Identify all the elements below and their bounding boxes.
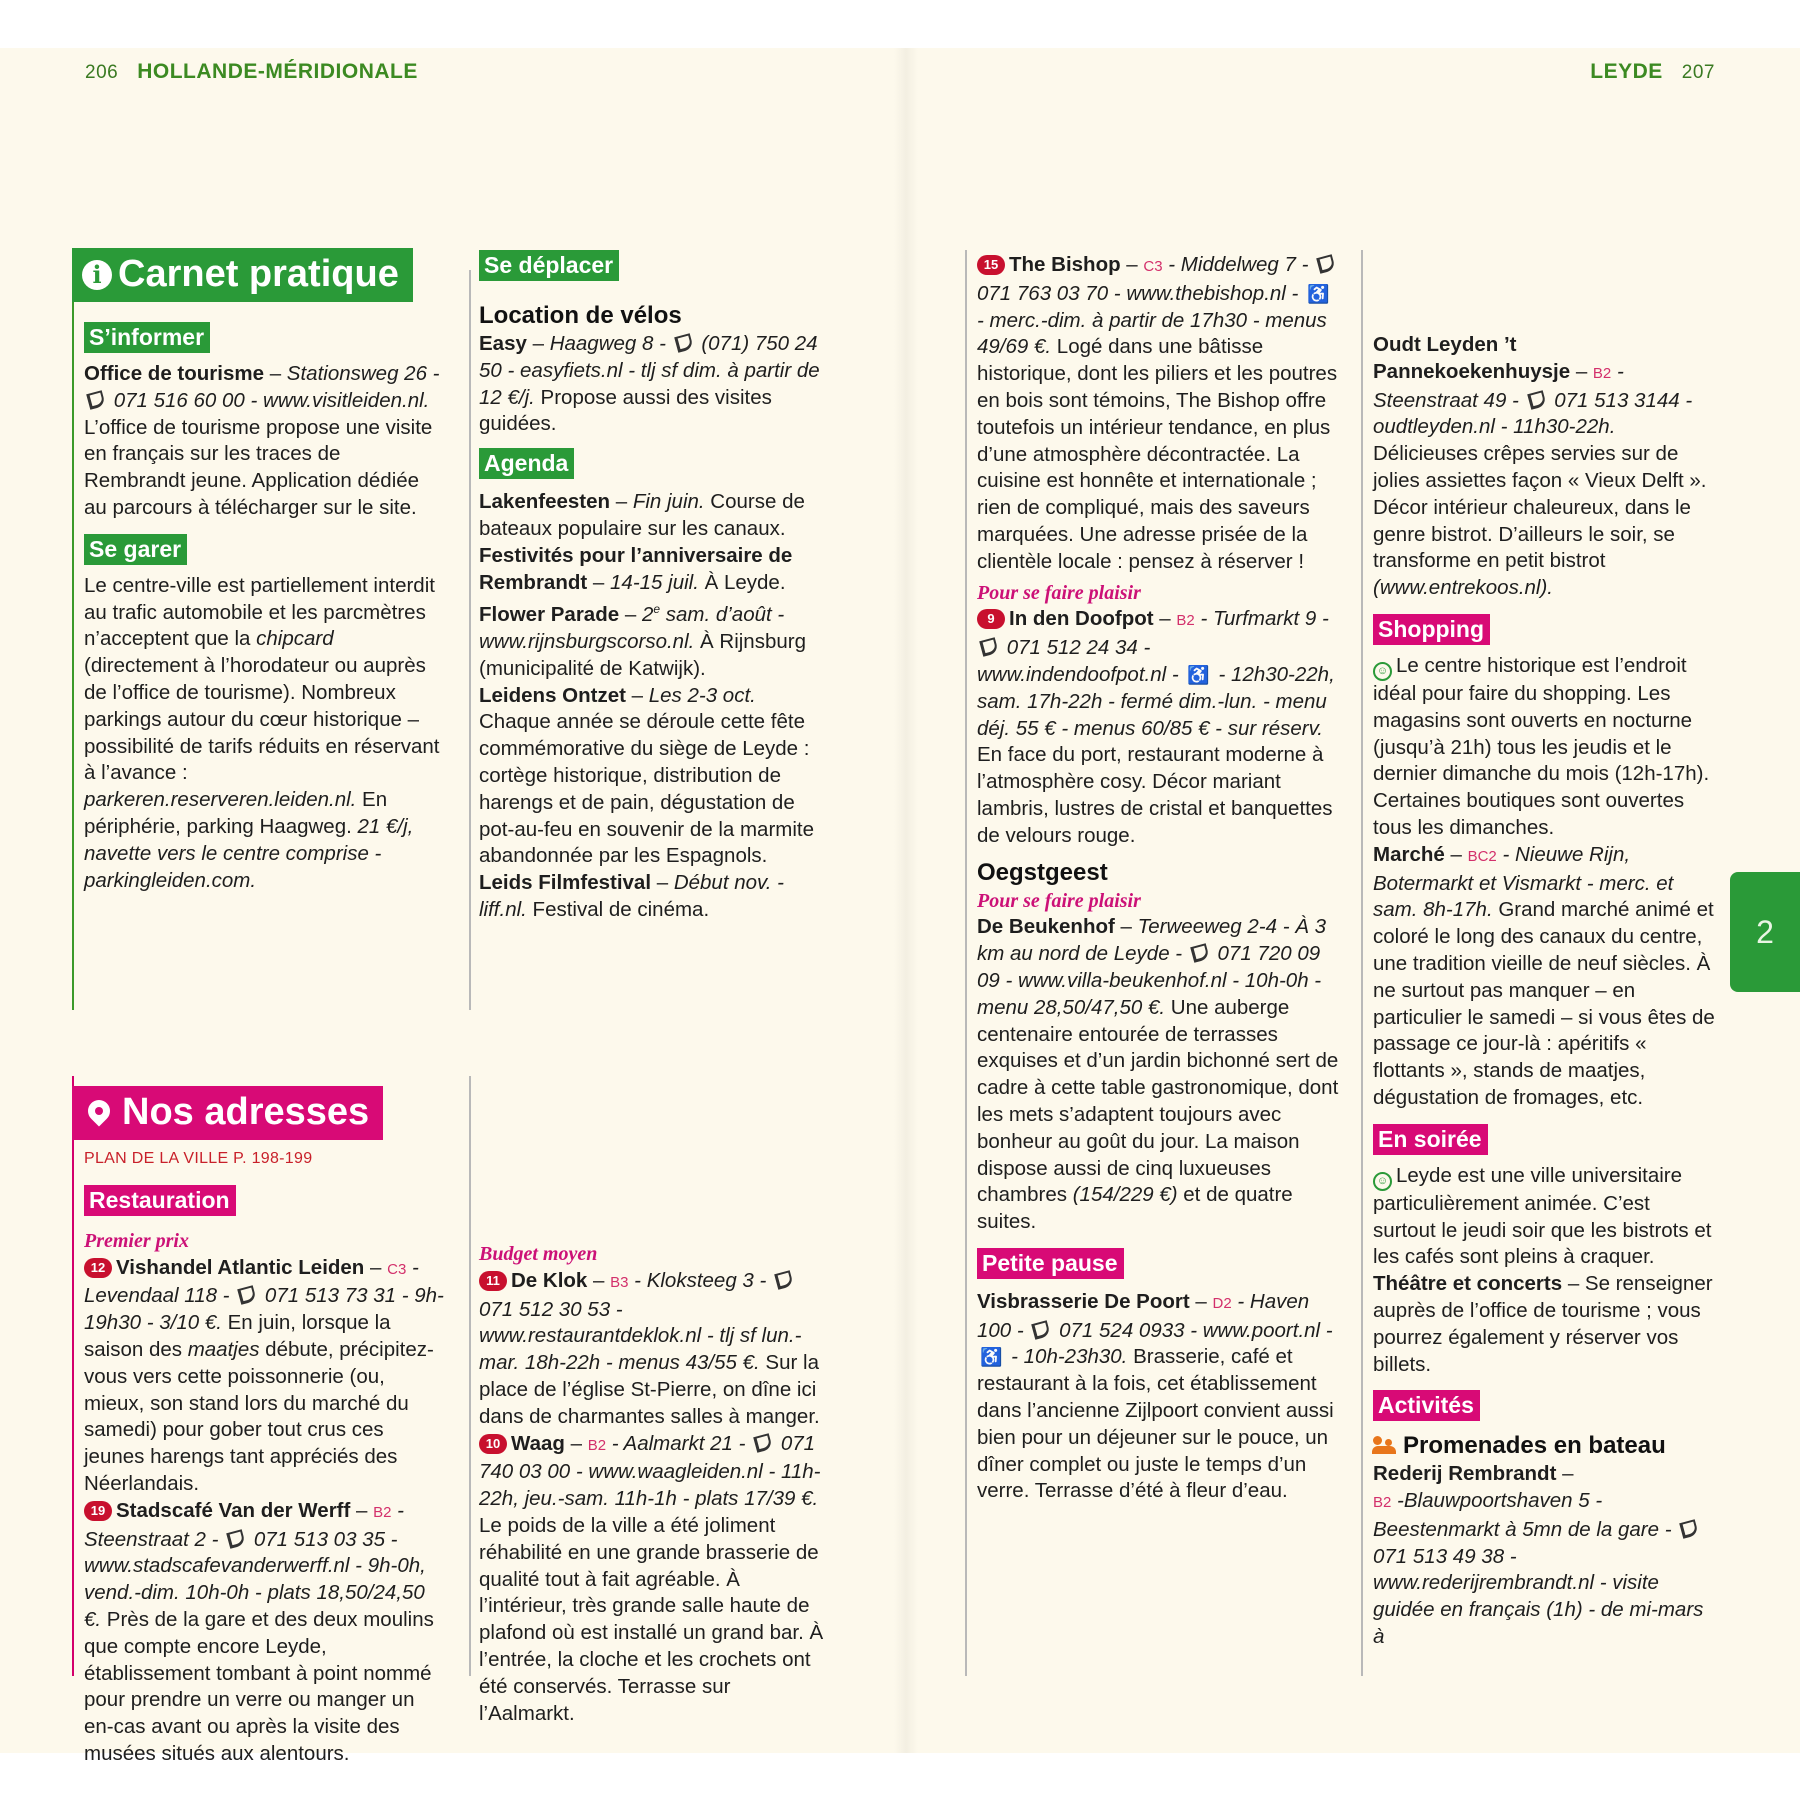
chapter-tab: 2 — [1730, 872, 1800, 992]
page-number-right: 207 — [1681, 62, 1715, 83]
phone-icon — [1527, 390, 1547, 410]
column-rule — [1361, 250, 1363, 1676]
phone-icon — [226, 1529, 246, 1549]
label-restauration: Restauration — [84, 1185, 236, 1216]
label-agenda: Agenda — [479, 448, 574, 479]
column-2-top — [479, 250, 831, 924]
restaurant-entry: 15 The Bishop – C3 - Middelweg 7 - 071 763 03 70 - www.thebishop.nl - ♿ - merc.-dim. à partir de 17h30 - menus 49/69 €. Logé dans une bâtisse historique, dont les piliers et les poutres en bois sont témoins, The Bishop offre toutefois un intérieur tendance, en plus d’une atmosphère décontractée. La cuisine est honnête et internationale ; rien de compliqué, mais des saveurs marquées. Une adresse prisée de la clientèle locale : pensez à réserver ! — [977, 253, 1338, 573]
phone-icon — [1316, 254, 1336, 274]
section-title-left: HOLLANDE-MÉRIDIONALE — [137, 60, 418, 83]
phone-icon — [237, 1286, 257, 1306]
label-activites: Activités — [1373, 1390, 1480, 1421]
budget-moyen-heading: Budget moyen — [479, 1243, 598, 1265]
shopping-text: ☺ Le centre historique est l’endroit idéal pour faire du shopping. Les magasins sont ouverts en nocturne (jusqu’à 21h) tous les jeudis et le dernier dimanche du mois (12h-17h). Certaines boutiques sont ouvertes tous les dimanches. — [1373, 653, 1710, 839]
column-rule — [965, 250, 967, 1676]
phone-icon — [1190, 943, 1210, 963]
agenda-item: Leidens Ontzet – Les 2-3 oct. Chaque année se déroule cette fête commémorative du siège de Leyde : cortège historique, distribution de harengs et de pain, dégustation de pot-au-feu en souvenir de la marmite abandonnée par les Espagnols. — [479, 683, 815, 868]
restaurant-entry: 11 De Klok – B3 - Kloksteeg 3 - 071 512 30 53 - www.restaurantdeklok.nl - tlj sf lun.-mar. 18h-22h - menus 43/55 €. Sur la place de l’église St-Pierre, on dîne ici dans de charmantes salles à manger. — [479, 1268, 820, 1428]
smiley-icon: ☺ — [1373, 662, 1392, 681]
wheelchair-icon: ♿ — [980, 1347, 1003, 1368]
agenda-list — [479, 489, 831, 924]
column-rule — [469, 270, 471, 1010]
label-shopping: Shopping — [1373, 614, 1490, 645]
office-tourisme-entry: Office de tourisme – Stationsweg 26 - 071 516 60 00 - www.visitleiden.nl. L’office de tourisme propose une visite en français sur les traces de Rembrandt jeune. Application dédiée au parcours à télécharger sur le site. — [84, 362, 440, 519]
smiley-icon: ☺ — [1373, 1172, 1392, 1191]
phone-icon — [753, 1433, 773, 1453]
label-sedeplacer: Se déplacer — [479, 250, 619, 281]
plan-reference: PLAN DE LA VILLE P. 198-199 — [84, 1150, 313, 1167]
promenades-heading: Promenades en bateau — [1373, 1431, 1718, 1461]
phone-icon — [86, 390, 106, 410]
label-en-soiree: En soirée — [1373, 1124, 1488, 1155]
label-sinformer: S’informer — [84, 322, 210, 353]
oegstgeest-heading: Oegstgeest — [977, 858, 1108, 886]
restaurant-entry: 12 Vishandel Atlantic Leiden – C3 - Levendaal 118 - 071 513 73 31 - 9h-19h30 - 3/10 €. En juin, lorsque la saison des maatjes débute, précipitez-vous vers cette poissonnerie (ou, mieux, son stand lors du marché du samedi) pour gober tout crus ces jeunes harengs tant appréciés des Néerlandais. — [84, 1255, 444, 1495]
adresses-title: Nos adresses — [72, 1086, 383, 1140]
column-rule — [469, 1076, 471, 1676]
parking-text: Le centre-ville est partiellement interdit au trafic automobile et les parcmètres n’acceptent que la chipcard (directement à l’horodateur ou auprès de l’office de tourisme). Nombreux parkings autour du cœur historique – possibilité de tarifs réduits en réservant à l’avance : parkeren.reserveren.leiden.nl. En périphérie, parking Haagweg. 21 €/j, navette vers le centre comprise - parkingleiden.com. — [84, 573, 440, 892]
wheelchair-icon: ♿ — [1187, 664, 1210, 685]
premier-prix-heading: Premier prix — [84, 1229, 189, 1252]
section-title-right: LEYDE — [1590, 60, 1663, 83]
group-icon — [1373, 1436, 1397, 1454]
column-4 — [1373, 252, 1718, 1651]
faire-plaisir-heading: Pour se faire plaisir — [977, 581, 1141, 604]
wheelchair-icon: ♿ — [1307, 283, 1330, 304]
restaurant-entry: 9 In den Doofpot – B2 - Turfmarkt 9 - 071 512 24 34 - www.indendoofpot.nl - ♿ - 12h30-22h, sam. 17h-22h - fermé dim.-lun. - menu déj. 55 € - menus 60/85 € - sur réserv. En face du port, restaurant moderne à l’atmosphère cosy. Décor mariant lambris, lustres de cristal et banquettes de velours rouge. — [977, 607, 1335, 847]
velos-heading: Location de vélos — [479, 302, 682, 329]
carnet-pratique — [72, 248, 447, 894]
soiree-text: ☺ Leyde est une ville universitaire particulièrement animée. C’est surtout le jeudi soir que les bistrots et les cafés sont pleins à craquer. — [1373, 1163, 1712, 1269]
restaurant-entry: Oudt Leyden ’t Pannekoekenhuysje – B2 - Steenstraat 49 - 071 513 3144 - oudtleyden.nl - 11h30-22h. Délicieuses crêpes servies sur de jolies assiettes façon « Vieux Delft ». Décor intérieur chaleureux, dans le genre bistrot. D’ailleurs le soir, se transforme en petit bistrot (www.entrekoos.nl). — [1373, 333, 1707, 600]
running-header-right — [1590, 60, 1715, 84]
column-2-bottom — [479, 1093, 831, 1727]
faire-plaisir-heading: Pour se faire plaisir — [977, 889, 1141, 912]
rederij-entry: Rederij Rembrandt – B2 -Blauwpoortshaven 5 - Beestenmarkt à 5mn de la gare - 071 513 49 38 - www.rederijrembrandt.nl - visite guidée en français (1h) - de mi-mars à — [1373, 1462, 1704, 1649]
info-icon: i — [82, 260, 112, 290]
running-header-left — [85, 60, 418, 84]
label-segarer: Se garer — [84, 534, 187, 565]
agenda-item: Festivités pour l’anniversaire de Rembrandt – 14-15 juil. À Leyde. — [479, 543, 793, 594]
phone-icon — [979, 637, 999, 657]
phone-icon — [1679, 1519, 1699, 1539]
phone-icon — [674, 333, 694, 353]
phone-icon — [774, 1270, 794, 1290]
restaurant-entry: Visbrasserie De Poort – D2 - Haven 100 - 071 524 0933 - www.poort.nl - ♿ - 10h-23h30. Brasserie, café et restaurant à la fois, cet établissement dans l’ancienne Zijlpoort convient aussi bien pour un déjeuner sur le pouce, un dîner complet ou juste le temps d’un verre. Terrasse d’été à fleur d’eau. — [977, 1289, 1334, 1503]
restaurant-entry: De Beukenhof – Terweeweg 2-4 - À 3 km au nord de Leyde - 071 720 09 09 - www.villa-beukenhof.nl - 10h-0h - menu 28,50/47,50 €. Une auberge centenaire entourée de terrasses exquises et d’un jardin bichonné sert de cadre à cette table gastronomique, dont les mets s’adaptent toujours avec bonheur au goût du jour. La maison dispose aussi de cinq luxueuses chambres (154/229 €) et de quatre suites. — [977, 915, 1339, 1234]
agenda-item: Leids Filmfestival – Début nov. - liff.nl. Festival de cinéma. — [479, 871, 784, 921]
location-pin-icon — [83, 1095, 114, 1126]
column-3 — [977, 252, 1339, 1505]
nos-adresses — [72, 1086, 447, 1768]
restaurant-entry: 10 Waag – B2 - Aalmarkt 21 - 071 740 03 00 - www.waagleiden.nl - 11h-22h, jeu.-sam. 11h-1h - plats 17/39 €. Le poids de la ville a été joliment réhabilité en une grande brasserie de qualité tout à fait agréable. À l’intérieur, très grande salle haute de plafond où est installé un grand bar. À l’entrée, la cloche et les crochets ont été conservés. Terrasse sur l’Aalmarkt. — [479, 1431, 824, 1725]
marche-entry: Marché – BC2 - Nieuwe Rijn, Botermarkt et Vismarkt - merc. et sam. 8h-17h. Grand marché animé et coloré le long des canaux du centre, une tradition vieille de neuf siècles. À ne surtout pas manquer – en particulier le samedi – si vous êtes de passage ce jour-là : apéritifs « flottants », stands de maatjes, dégustation de fromages, etc. — [1373, 842, 1715, 1109]
agenda-item: Lakenfeesten – Fin juin. Course de bateaux populaire sur les canaux. — [479, 490, 805, 540]
page-gutter — [894, 48, 918, 1753]
phone-icon — [1032, 1320, 1052, 1340]
label-petite-pause: Petite pause — [977, 1248, 1124, 1279]
easy-entry: Easy – Haagweg 8 - (071) 750 24 50 - easyfiets.nl - tlj sf dim. à partir de 12 €/j. Propose aussi des visites guidées. — [479, 332, 820, 436]
carnet-title: i Carnet pratique — [72, 248, 413, 302]
theatre-entry: Théâtre et concerts – Se renseigner auprès de l’office de tourisme ; vous pourrez également y réserver vos billets. — [1373, 1272, 1713, 1376]
page-number-left: 206 — [85, 62, 119, 83]
agenda-item: Flower Parade – 2e sam. d’août - www.rijnsburgscorso.nl. À Rijnsburg (municipalité de Katwijk). — [479, 602, 806, 680]
restaurant-entry: 19 Stadscafé Van der Werff – B2 - Steenstraat 2 - 071 513 03 35 - www.stadscafevanderwerff.nl - 9h-0h, vend.-dim. 10h-0h - plats 18,50/24,50 €. Près de la gare et des deux moulins que compte encore Leyde, établissement tombant à point nommé pour prendre un verre ou manger un en-cas avant ou après la visite des musées situés aux alentours. — [84, 1498, 434, 1765]
